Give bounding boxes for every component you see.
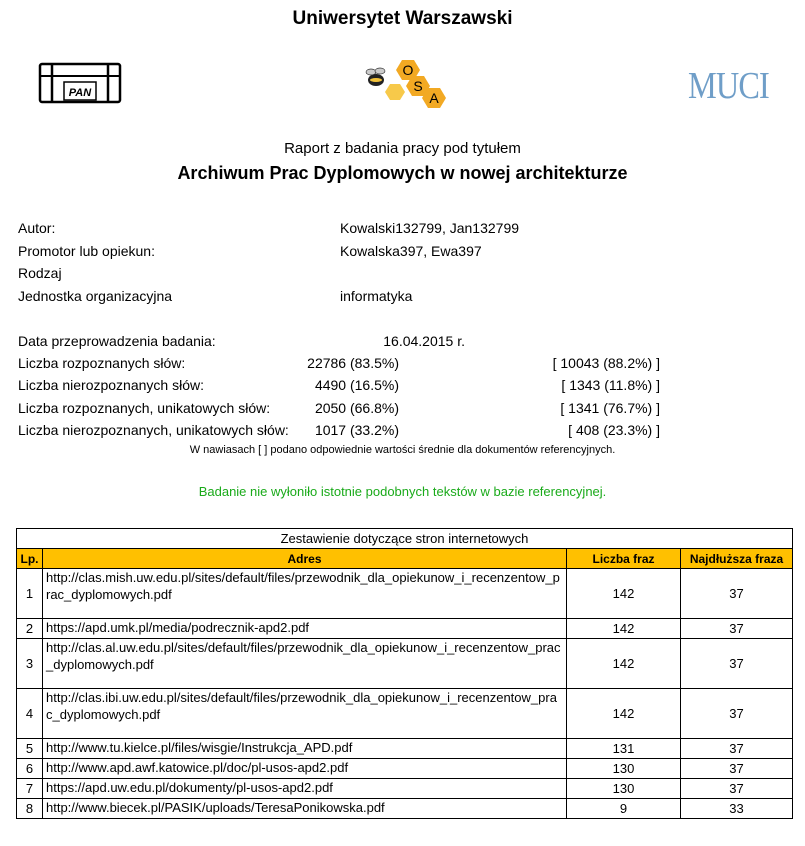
- table-row: [17, 689, 793, 739]
- header-longest-phrase: Najdłuższa fraza: [681, 549, 793, 569]
- row-lp: 7: [17, 779, 43, 799]
- header-address: Adres: [43, 549, 567, 569]
- row-longest-phrase: 33: [681, 799, 793, 819]
- row-longest-phrase: 37: [681, 779, 793, 799]
- svg-text:S: S: [413, 78, 423, 94]
- web-sources-table: [16, 528, 793, 819]
- row-address-link[interactable]: http://clas.ibi.uw.edu.pl/sites/default/files/przewodnik_dla_opiekunow_i_recenzentow_prac_dyplomowych.pdf: [43, 689, 567, 739]
- stat-label: Liczba rozpoznanych, unikatowych słów:: [18, 400, 271, 416]
- meta-label: Jednostka organizacyjna: [18, 288, 173, 304]
- row-lp: 5: [17, 739, 43, 759]
- row-phrase-count: 142: [567, 639, 681, 689]
- row-lp: 1: [17, 569, 43, 619]
- row-address-link[interactable]: http://www.biecek.pl/PASIK/uploads/TeresaPonikowska.pdf: [43, 799, 567, 819]
- svg-text:PAN: PAN: [68, 87, 92, 99]
- row-lp: 6: [17, 759, 43, 779]
- row-address-link[interactable]: https://apd.uw.edu.pl/dokumenty/pl-usos-apd2.pdf: [43, 779, 567, 799]
- table-caption: Zestawienie dotyczące stron internetowych: [16, 528, 793, 548]
- meta-label: Autor:: [18, 220, 56, 236]
- row-address-link[interactable]: https://apd.umk.pl/media/podrecznik-apd2.pdf: [43, 619, 567, 639]
- row-longest-phrase: 37: [681, 639, 793, 689]
- stat-label: Data przeprowadzenia badania:: [18, 333, 216, 349]
- status-message: Badanie nie wyłoniło istotnie podobnych tekstów w bazie referencyjnej.: [198, 484, 607, 499]
- row-address-link[interactable]: http://www.tu.kielce.pl/files/wisgie/Instrukcja_APD.pdf: [43, 739, 567, 759]
- header-lp: Lp.: [17, 549, 43, 569]
- row-lp: 2: [17, 619, 43, 639]
- row-address-link[interactable]: http://clas.mish.uw.edu.pl/sites/default/files/przewodnik_dla_opiekunow_i_recenzentow_prac_dyplomowych.pdf: [43, 569, 567, 619]
- row-longest-phrase: 37: [681, 689, 793, 739]
- meta-value: Kowalska397, Ewa397: [340, 243, 482, 259]
- row-phrase-count: 130: [567, 759, 681, 779]
- osa-logo: [362, 56, 452, 115]
- row-address-link[interactable]: http://www.apd.awf.katowice.pl/doc/pl-usos-apd2.pdf: [43, 759, 567, 779]
- stat-ref-value: [ 1343 (11.8%) ]: [561, 377, 660, 393]
- stat-label: Liczba nierozpoznanych słów:: [18, 377, 204, 393]
- table-row: [17, 739, 793, 759]
- row-longest-phrase: 37: [681, 739, 793, 759]
- stat-label: Liczba nierozpoznanych, unikatowych słów:: [18, 422, 289, 438]
- table-row: [17, 639, 793, 689]
- stat-value: 4490 (16.5%): [314, 377, 399, 393]
- stat-label: Liczba rozpoznanych słów:: [18, 355, 186, 371]
- pan-logo: [38, 62, 122, 109]
- table-header-row: [17, 549, 793, 569]
- stat-value: 2050 (66.8%): [314, 400, 399, 416]
- row-phrase-count: 142: [567, 619, 681, 639]
- meta-label: Promotor lub opiekun:: [18, 243, 155, 259]
- svg-text:A: A: [429, 90, 439, 106]
- university-name: Uniwersytet Warszawski: [292, 8, 513, 29]
- table-row: [17, 569, 793, 619]
- stat-value: 16.04.2015 r.: [383, 333, 465, 349]
- row-longest-phrase: 37: [681, 569, 793, 619]
- row-phrase-count: 142: [567, 689, 681, 739]
- row-lp: 8: [17, 799, 43, 819]
- meta-value: Kowalski132799, Jan132799: [340, 220, 520, 236]
- stat-ref-value: [ 1341 (76.7%) ]: [560, 400, 660, 416]
- muci-logo: MUCI: [688, 65, 769, 107]
- stat-value: 22786 (83.5%): [307, 355, 399, 371]
- svg-text:O: O: [402, 62, 414, 78]
- report-subtitle: Raport z badania pracy pod tytułem: [284, 140, 521, 157]
- stat-value: 1017 (33.2%): [314, 422, 399, 438]
- row-phrase-count: 130: [567, 779, 681, 799]
- row-lp: 3: [17, 639, 43, 689]
- row-address-link[interactable]: http://clas.al.uw.edu.pl/sites/default/files/przewodnik_dla_opiekunow_i_recenzentow_prac_dyplomowych.pdf: [43, 639, 567, 689]
- row-phrase-count: 142: [567, 569, 681, 619]
- table-row: [17, 619, 793, 639]
- table-row: [17, 779, 793, 799]
- table-row: [17, 799, 793, 819]
- report-title: Archiwum Prac Dyplomowych w nowej architekturze: [177, 163, 628, 183]
- table-row: [17, 759, 793, 779]
- row-lp: 4: [17, 689, 43, 739]
- row-phrase-count: 9: [567, 799, 681, 819]
- stat-ref-value: [ 10043 (88.2%) ]: [552, 355, 660, 371]
- meta-value: informatyka: [340, 288, 413, 304]
- row-longest-phrase: 37: [681, 619, 793, 639]
- reference-note: W nawiasach [ ] podano odpowiednie wartości średnie dla dokumentów referencyjnych.: [189, 444, 616, 456]
- row-longest-phrase: 37: [681, 759, 793, 779]
- stat-ref-value: [ 408 (23.3%) ]: [568, 422, 660, 438]
- header-phrase-count: Liczba fraz: [567, 549, 681, 569]
- meta-label: Rodzaj: [18, 265, 62, 281]
- row-phrase-count: 131: [567, 739, 681, 759]
